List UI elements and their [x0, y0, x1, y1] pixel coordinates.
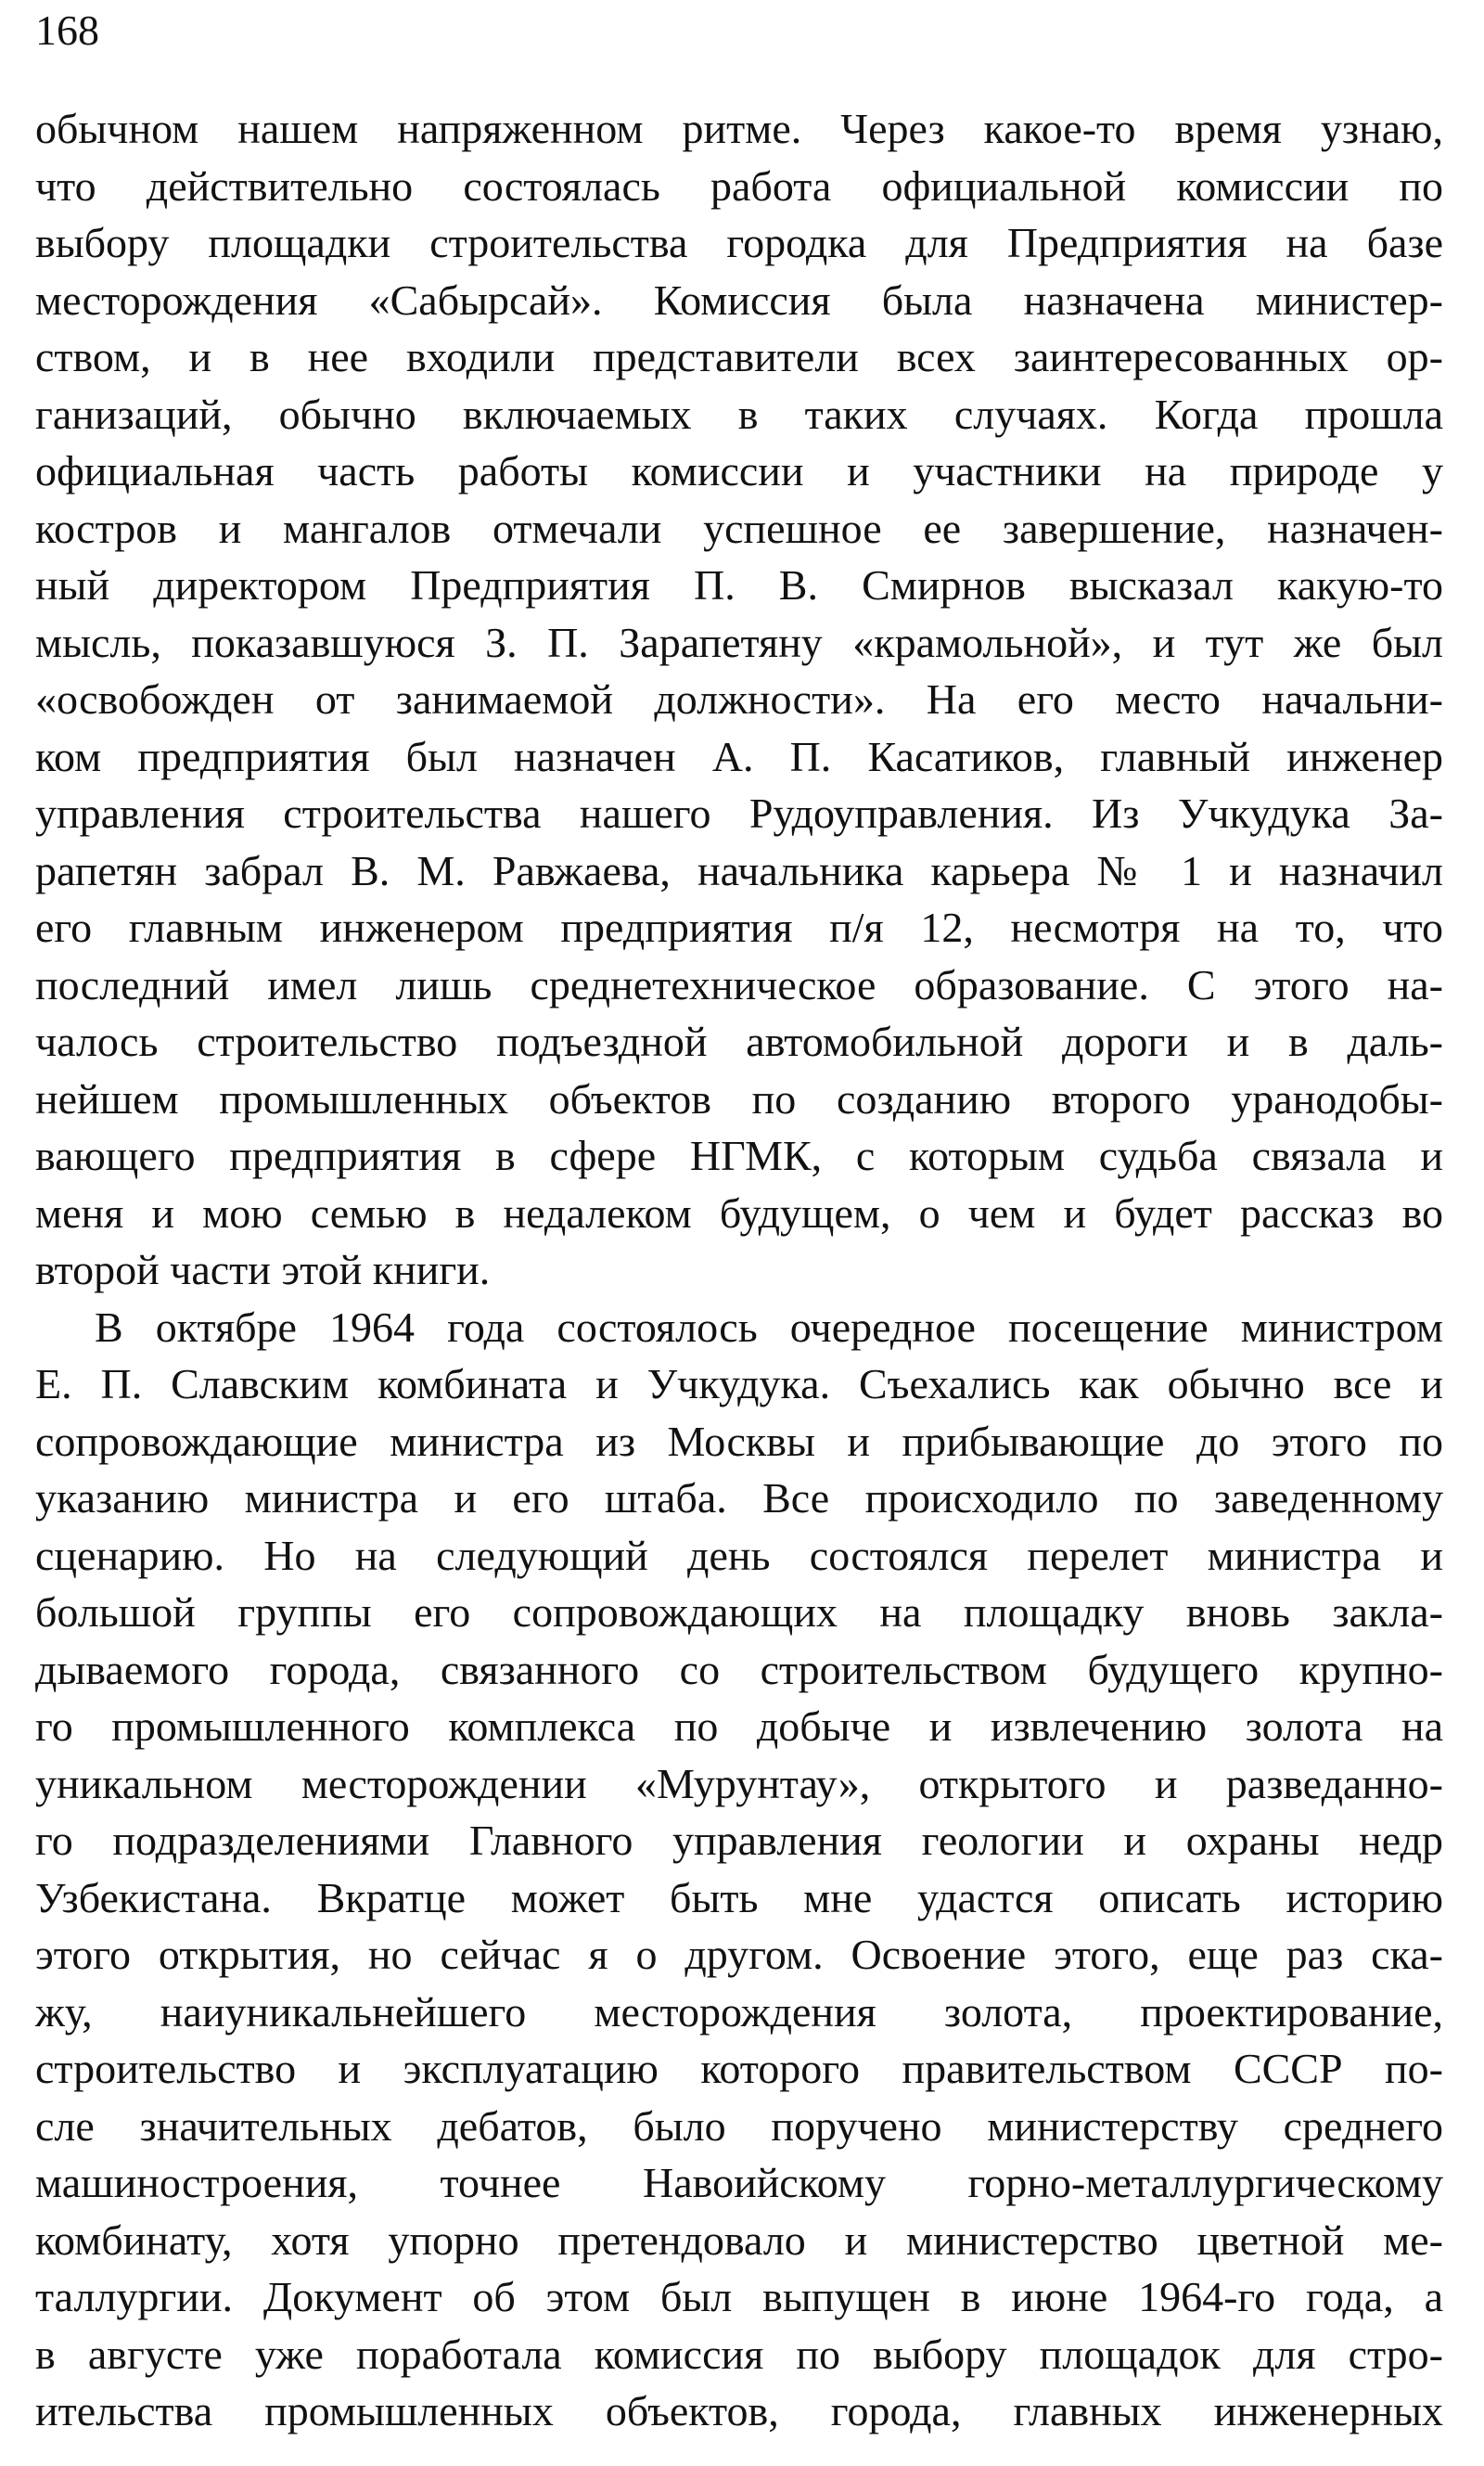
text-line: дываемого города, связанного со строительством будущего крупно- — [35, 1645, 1443, 1693]
page-number: 168 — [35, 6, 99, 54]
body-text — [35, 100, 1443, 2440]
text-line: меня и мою семью в недалеком будущем, о чем и будет рассказ во — [35, 1188, 1443, 1237]
text-line: сопровождающие министра из Москвы и прибывающие до этого по — [35, 1417, 1443, 1465]
text-line: большой группы его сопровождающих на площадку вновь закла- — [35, 1588, 1443, 1636]
text-line: нейшем промышленных объектов по созданию второго уранодобы- — [35, 1074, 1443, 1123]
text-line: ганизаций, обычно включаемых в таких случаях. Когда прошла — [35, 390, 1443, 438]
text-line: последний имел лишь среднетехническое образование. С этого на- — [35, 960, 1443, 1008]
text-line: что действительно состоялась работа официальной комиссии по — [35, 161, 1443, 210]
text-line: В октябре 1964 года состоялось очередное посещение министром — [95, 1303, 1443, 1351]
text-line: ный директором Предприятия П. В. Смирнов высказал какую-то — [35, 561, 1443, 609]
text-line: уникальном месторождении «Мурунтау», открытого и разведанно- — [35, 1759, 1443, 1807]
text-line: «освобожден от занимаемой должности». На его место начальни- — [35, 675, 1443, 723]
text-line: таллургии. Документ об этом был выпущен в июне 1964-го года, а — [35, 2273, 1443, 2320]
text-line: го подразделениями Главного управления геологии и охраны недр — [35, 1817, 1443, 1864]
text-line: чалось строительство подъездной автомобильной дороги и в даль- — [35, 1018, 1443, 1065]
text-line: вающего предприятия в сфере НГМК, с которым судьба связала и — [35, 1132, 1443, 1179]
text-line: жу, наиуникальнейшего месторождения золота, проектирование, — [35, 1987, 1443, 2036]
text-line: обычном нашем напряженном ритме. Через какое-то время узнаю, — [35, 105, 1443, 152]
text-line: ком предприятия был назначен А. П. Касатиков, главный инженер — [35, 732, 1443, 780]
text-line: сле значительных дебатов, было поручено министерству среднего — [35, 2101, 1443, 2150]
text-line: управления строительства нашего Рудоуправления. Из Учкудука За- — [35, 790, 1443, 837]
text-line: ительства промышленных объектов, города, главных инженерных — [35, 2387, 1443, 2434]
text-line: комбинату, хотя упорно претендовало и министерство цветной ме- — [35, 2216, 1443, 2264]
text-line: Е. П. Славским комбината и Учкудука. Съехались как обычно все и — [35, 1360, 1443, 1407]
text-line: го промышленного комплекса по добыче и извлечению золота на — [35, 1702, 1443, 1750]
text-line: его главным инженером предприятия п/я 12, несмотря на то, что — [35, 904, 1443, 951]
text-line: машиностроения, точнее Навоийскому горно-металлургическому — [35, 2159, 1443, 2206]
text-line: сценарию. Но на следующий день состоялся перелет министра и — [35, 1531, 1443, 1579]
text-line: указанию министра и его штаба. Все происходило по заведенному — [35, 1474, 1443, 1522]
text-line: официальная часть работы комиссии и участники на природе у — [35, 447, 1443, 494]
paragraph-1 — [35, 100, 1443, 1299]
paragraph-2 — [35, 1299, 1443, 2440]
text-line: выбору площадки строительства городка для Предприятия на базе — [35, 219, 1443, 266]
text-line: в августе уже поработала комиссия по выбору площадок для стро- — [35, 2330, 1443, 2378]
text-line: костров и мангалов отмечали успешное ее завершение, назначен- — [35, 504, 1443, 552]
text-line: мысль, показавшуюся З. П. Зарапетяну «крамольной», и тут же был — [35, 618, 1443, 666]
text-line: строительство и эксплуатацию которого правительством СССР по- — [35, 2045, 1443, 2092]
text-line: ством, и в нее входили представители всех заинтересованных ор- — [35, 333, 1443, 380]
text-line: рапетян забрал В. М. Равжаева, начальника карьера № 1 и назначил — [35, 846, 1443, 894]
text-line: месторождения «Сабырсай». Комиссия была назначена министер- — [35, 276, 1443, 324]
text-line: этого открытия, но сейчас я о другом. Освоение этого, еще раз ска- — [35, 1931, 1443, 1978]
text-line: второй части этой книги. — [35, 1246, 491, 1293]
text-line: Узбекистана. Вкратце может быть мне удастся описать историю — [35, 1873, 1443, 1921]
